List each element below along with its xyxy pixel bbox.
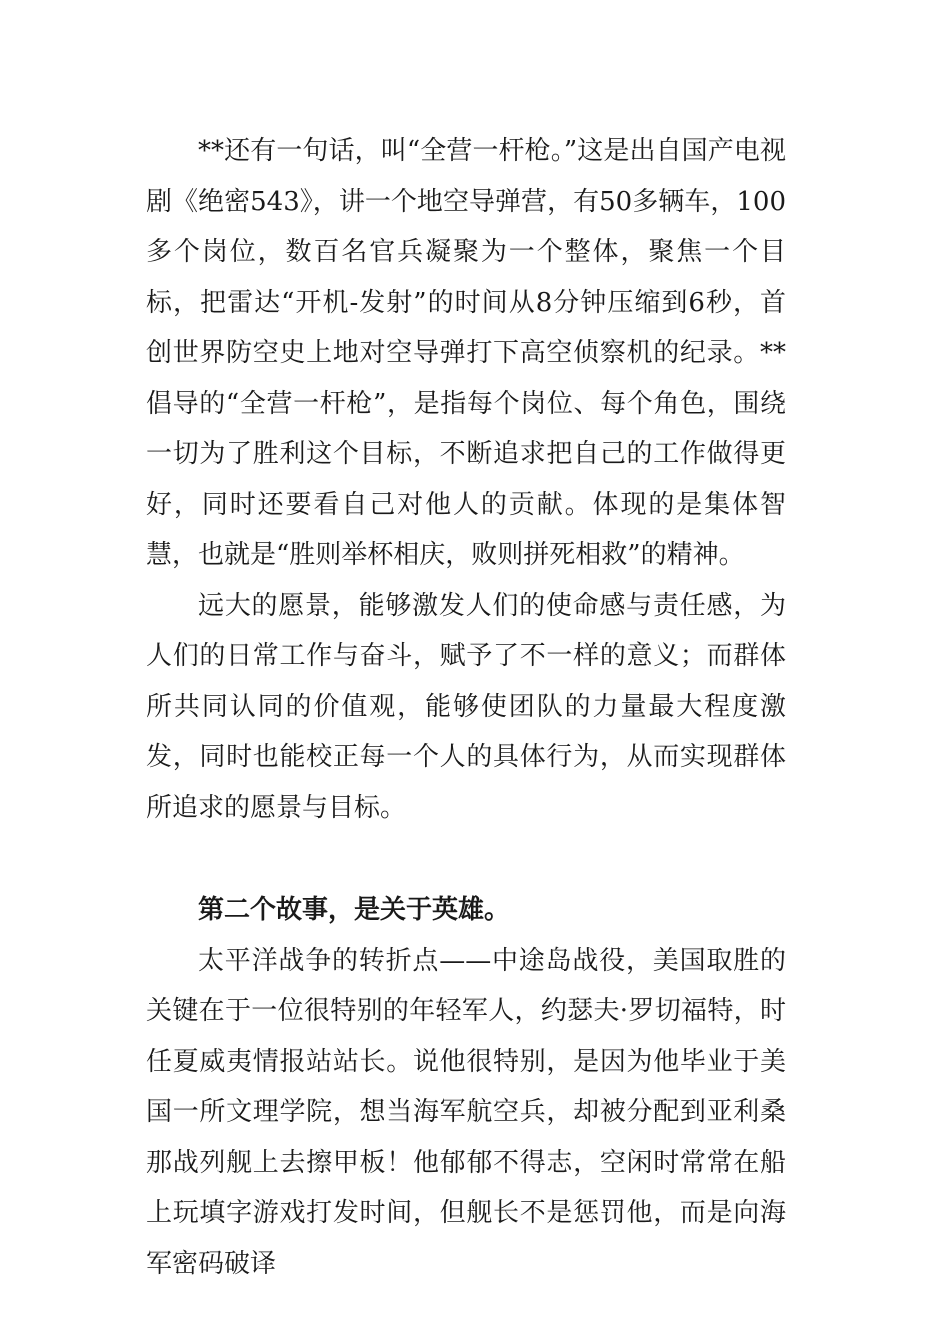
paragraph-all-camp-one-gun: **还有一句话，叫“全营一杆枪。”这是出自国产电视剧《绝密543》，讲一个地空导弹营，有50多辆车，100多个岗位，数百名官兵凝聚为一个整体，聚焦一个目标，把雷达“开机-发射”的时间从8分钟压缩到6秒，首创世界防空史上地对空导弹打下高空侦察机的纪录。**倡导的“全营一杆枪”，是指每个岗位、每个角色，围绕一切为了胜利这个目标，不断追求把自己的工作做得更好，同时还要看自己对他人的贡献。体现的是集体智慧，也就是“胜则举杯相庆，败则拼死相救”的精神。: [146, 136, 786, 570]
paragraph-midway-rochefort: 太平洋战争的转折点——中途岛战役，美国取胜的关键在于一位很特别的年轻军人，约瑟夫·罗切福特，时任夏威夷情报站站长。说他很特别，是因为他毕业于美国一所文理学院，想当海军航空兵，却被分配到亚利桑那战列舰上去擦甲板！他郁郁不得志，空闲时常常在船上玩填字游戏打发时间，但舰长不是惩罚他，而是向海军密码破译: [146, 945, 786, 1279]
section-heading-heroes: 第二个故事，是关于英雄。: [198, 895, 511, 925]
document-body: [146, 126, 786, 1289]
paragraph-vision-values: 远大的愿景，能够激发人们的使命感与责任感，为人们的日常工作与奋斗，赋予了不一样的意义；而群体所共同认同的价值观，能够使团队的力量最大程度激发，同时也能校正每一个人的具体行为，从而实现群体所追求的愿景与目标。: [146, 590, 786, 823]
section-gap: [146, 833, 786, 885]
